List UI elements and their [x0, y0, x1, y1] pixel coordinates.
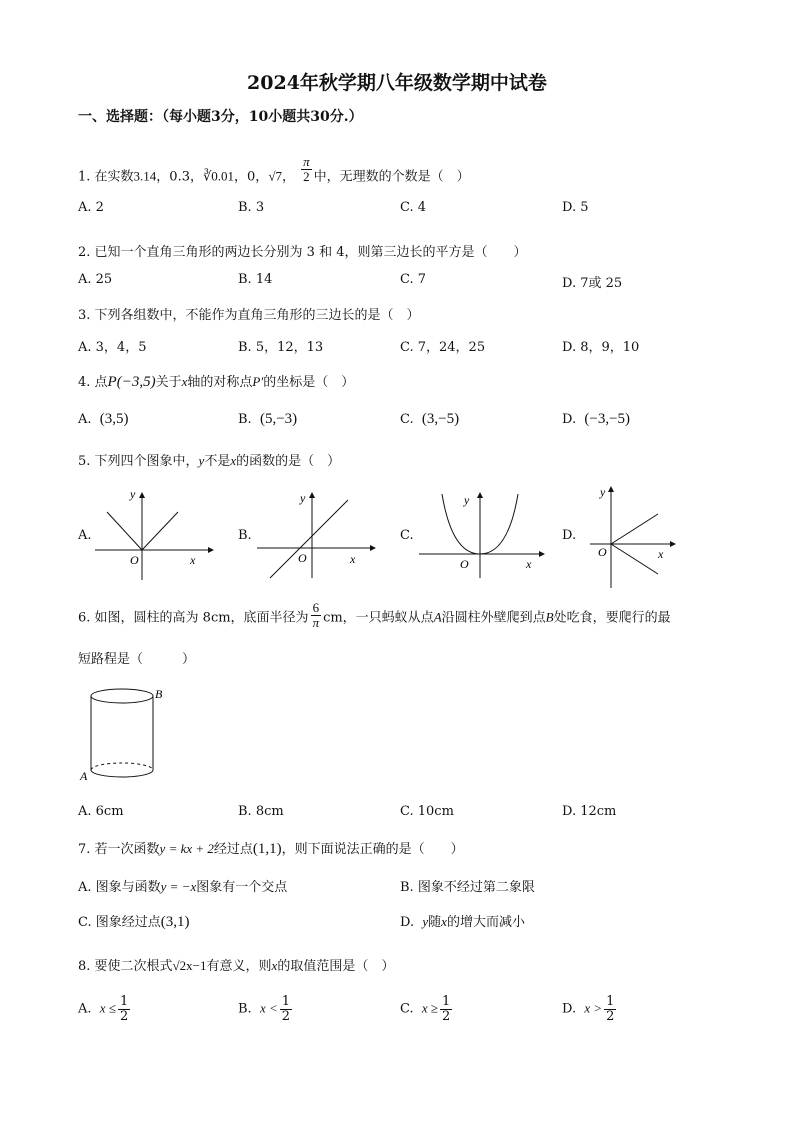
- question-2: 2. 已知一个直角三角形的两边长分别为 3 和 4，则第三边长的平方是（ ）: [78, 245, 527, 260]
- x-axis-arrow-icon: [208, 547, 214, 553]
- origin-label: O: [598, 545, 607, 559]
- x-axis-arrow-icon: [539, 551, 545, 557]
- q8-option-b[interactable]: [238, 995, 294, 1023]
- q5-var-y: y: [198, 453, 205, 468]
- origin-label: O: [298, 551, 307, 565]
- q5-text: 的函数的是（ ）: [236, 454, 341, 469]
- y-axis-arrow-icon: [309, 492, 315, 498]
- q2-option-c[interactable]: C. 7: [400, 272, 427, 287]
- y-axis-arrow-icon: [608, 486, 614, 492]
- option-relation: x >: [584, 1000, 603, 1016]
- option-fraction: [440, 995, 452, 1023]
- q4-text: 的坐标是（ ）: [263, 375, 355, 390]
- cylinder-bottom-front: [91, 770, 153, 777]
- option-fraction: [280, 995, 292, 1023]
- question-7: [78, 838, 464, 858]
- option-label: B.: [238, 412, 252, 427]
- axis-label-y: y: [130, 488, 136, 501]
- question-5: [78, 450, 340, 469]
- option-value: (3,−5): [421, 411, 460, 427]
- option-label: B.: [238, 1001, 252, 1017]
- q8-text: 的取值范围是（ ）: [277, 959, 395, 974]
- frac-denominator: 2: [281, 1008, 291, 1024]
- q6-option-a[interactable]: A. 6cm: [78, 804, 124, 819]
- q8-option-d[interactable]: [562, 995, 618, 1023]
- q1-item: ，0，: [234, 169, 269, 185]
- q2-option-a[interactable]: A. 25: [78, 272, 113, 287]
- q4-option-c[interactable]: [400, 411, 459, 428]
- q5-graph-c: [414, 486, 554, 581]
- q3-option-a[interactable]: A. 3，4，5: [78, 340, 147, 355]
- q7-text: 经过点: [213, 842, 253, 857]
- axis-label-y: y: [464, 493, 470, 507]
- q8-text: 有意义，则: [206, 959, 272, 974]
- option-label: A.: [78, 412, 92, 427]
- option-label: D.: [400, 915, 415, 930]
- q7-option-a[interactable]: [78, 876, 287, 895]
- q4-point: P(−3,5): [107, 374, 156, 390]
- q1-prefix: 1. 在实数: [78, 169, 134, 185]
- option-text: 随: [428, 915, 442, 930]
- x-axis-arrow-icon: [370, 545, 376, 551]
- q8-var-x: x: [271, 958, 278, 973]
- q6-text: 6. 如图，圆柱的高为 8cm，底面半径为: [78, 610, 309, 626]
- q8-text: 8. 要使二次根式: [78, 959, 173, 974]
- axis-label-y: y: [600, 485, 606, 499]
- graph-curve: [611, 544, 658, 574]
- option-value: (5,−3): [259, 411, 298, 427]
- option-relation: x ≤: [99, 1000, 116, 1016]
- frac-denominator: 2: [442, 1008, 451, 1024]
- question-6-line-2: 短路程是（ ）: [78, 652, 196, 667]
- option-label: A.: [78, 1001, 92, 1017]
- q6-text: 处吃食，要爬行的最: [553, 610, 671, 626]
- q5-option-d[interactable]: D.: [562, 528, 577, 543]
- q4-var-x: x: [181, 374, 188, 389]
- option-fraction: [604, 995, 616, 1023]
- q1-item: ，0.3，: [156, 169, 203, 185]
- q1-suffix: 中，无理数的个数是（ ）: [313, 169, 470, 185]
- option-fraction: [118, 995, 130, 1023]
- q6-option-c[interactable]: C. 10cm: [400, 804, 454, 819]
- q5-var-x: x: [230, 453, 237, 468]
- axis-label-x: x: [190, 553, 196, 567]
- cylinder-bottom-back: [91, 763, 153, 770]
- q1-item: √7: [268, 168, 282, 184]
- x-axis-arrow-icon: [670, 541, 676, 547]
- q6-option-b[interactable]: B. 8cm: [238, 804, 284, 819]
- q6-point-a: A: [433, 609, 442, 625]
- q1-option-b[interactable]: B. 3: [238, 200, 265, 215]
- q5-graph-a: [90, 488, 220, 583]
- q4-option-b[interactable]: [238, 411, 297, 428]
- q6-text: cm，一只蚂蚁从点: [323, 610, 434, 626]
- q3-option-b[interactable]: B. 5，12，13: [238, 340, 324, 355]
- q4-text: 4. 点: [78, 375, 108, 390]
- q3-option-c[interactable]: C. 7，24，25: [400, 340, 486, 355]
- option-label: D.: [562, 1001, 577, 1017]
- q1-option-c[interactable]: C. 4: [400, 200, 427, 215]
- q6-fraction: [311, 601, 322, 629]
- frac-numerator: 1: [119, 994, 129, 1009]
- option-text: 图象有一个交点: [196, 880, 288, 895]
- q4-text: 关于: [155, 375, 182, 390]
- cylinder-top: [91, 689, 153, 703]
- q7-text: 7. 若一次函数: [78, 842, 160, 857]
- question-1: [78, 154, 470, 191]
- q1-item: ∛0.01: [202, 168, 235, 184]
- q5-graph-b: [252, 488, 382, 583]
- q5-graph-d: [580, 480, 690, 592]
- question-3: 3. 下列各组数中，不能作为直角三角形的三边长的是（ ）: [78, 308, 420, 323]
- q4-point-prime: P′: [252, 374, 264, 389]
- q1-item: 3.14: [133, 168, 157, 184]
- question-8: [78, 955, 394, 974]
- q7-point: (1,1): [252, 841, 282, 857]
- q4-text: 轴的对称点: [187, 375, 253, 390]
- frac-numerator: π: [303, 154, 310, 169]
- option-point: (3,1): [160, 914, 190, 930]
- q3-option-d[interactable]: D. 8，9，10: [562, 340, 640, 355]
- q5-text: 5. 下列四个图象中，: [78, 454, 199, 469]
- q6-point-b: B: [545, 609, 554, 625]
- graph-curve: [270, 500, 348, 578]
- frac-numerator: 1: [606, 994, 615, 1009]
- q1-item: ，: [281, 169, 295, 185]
- option-relation: x <: [259, 1000, 278, 1016]
- q7-option-d[interactable]: [400, 911, 525, 930]
- option-label: C.: [400, 1001, 414, 1017]
- axis-label-x: x: [526, 557, 532, 571]
- option-text: 的增大而减小: [446, 915, 525, 930]
- graph-curve: [611, 514, 658, 544]
- frac-denominator: π: [312, 614, 320, 630]
- q5-option-a[interactable]: A.: [78, 528, 92, 543]
- y-axis-arrow-icon: [139, 492, 145, 498]
- q7-function: y = kx + 2: [159, 841, 214, 856]
- option-var-y: y: [422, 914, 429, 929]
- q8-radical: √2x−1: [172, 958, 207, 973]
- option-var-x: x: [441, 914, 447, 929]
- section-heading: 一、选择题：（每小题3分，10小题共30分.）: [78, 109, 363, 125]
- frac-numerator: 1: [281, 994, 291, 1009]
- q4-option-a[interactable]: [78, 411, 129, 428]
- option-text: A. 图象与函数: [78, 880, 161, 895]
- q5-option-b[interactable]: B.: [238, 528, 252, 543]
- q5-option-c[interactable]: C.: [400, 528, 414, 543]
- frac-denominator: 2: [303, 168, 310, 184]
- question-6-line-1: [78, 600, 671, 632]
- option-text: C. 图象经过点: [78, 915, 161, 930]
- option-relation: x ≥: [421, 1000, 439, 1016]
- option-label: D.: [562, 412, 577, 427]
- axis-label-x: x: [350, 552, 356, 566]
- q4-option-d[interactable]: [562, 411, 630, 428]
- q7-option-c[interactable]: [78, 911, 190, 931]
- q8-option-c[interactable]: [400, 995, 454, 1023]
- q6-cylinder-figure: [76, 680, 176, 790]
- question-4: [78, 371, 354, 391]
- point-label-b: B: [155, 687, 163, 701]
- q2-option-b[interactable]: B. 14: [238, 272, 273, 287]
- q6-text: 沿圆柱外壁爬到点: [441, 610, 546, 626]
- q5-text: 不是: [204, 454, 231, 469]
- q2-option-d[interactable]: D. 7或 25: [562, 276, 623, 291]
- q1-option-a[interactable]: A. 2: [78, 200, 104, 215]
- frac-denominator: 2: [606, 1008, 615, 1024]
- q7-text: ，则下面说法正确的是（ ）: [281, 842, 464, 857]
- y-axis-arrow-icon: [477, 492, 483, 498]
- axis-label-y: y: [300, 491, 306, 505]
- origin-label: O: [130, 553, 139, 567]
- page-title: 2024年秋学期八年级数学期中试卷: [247, 72, 547, 94]
- q6-option-d[interactable]: D. 12cm: [562, 804, 617, 819]
- option-function: y = −x: [160, 879, 197, 894]
- option-value: (−3,−5): [584, 411, 631, 427]
- origin-label: O: [460, 557, 469, 571]
- point-label-a: A: [80, 769, 88, 783]
- frac-denominator: 2: [119, 1008, 129, 1024]
- q1-pi-fraction: [301, 155, 312, 183]
- option-label: C.: [400, 412, 414, 427]
- frac-numerator: 6: [311, 601, 322, 616]
- option-value: (3,5): [99, 411, 129, 427]
- q8-option-a[interactable]: [78, 995, 132, 1023]
- axis-label-x: x: [658, 547, 664, 561]
- frac-numerator: 1: [442, 994, 451, 1009]
- q1-option-d[interactable]: D. 5: [562, 200, 589, 215]
- q7-option-b[interactable]: B. 图象不经过第二象限: [400, 880, 535, 895]
